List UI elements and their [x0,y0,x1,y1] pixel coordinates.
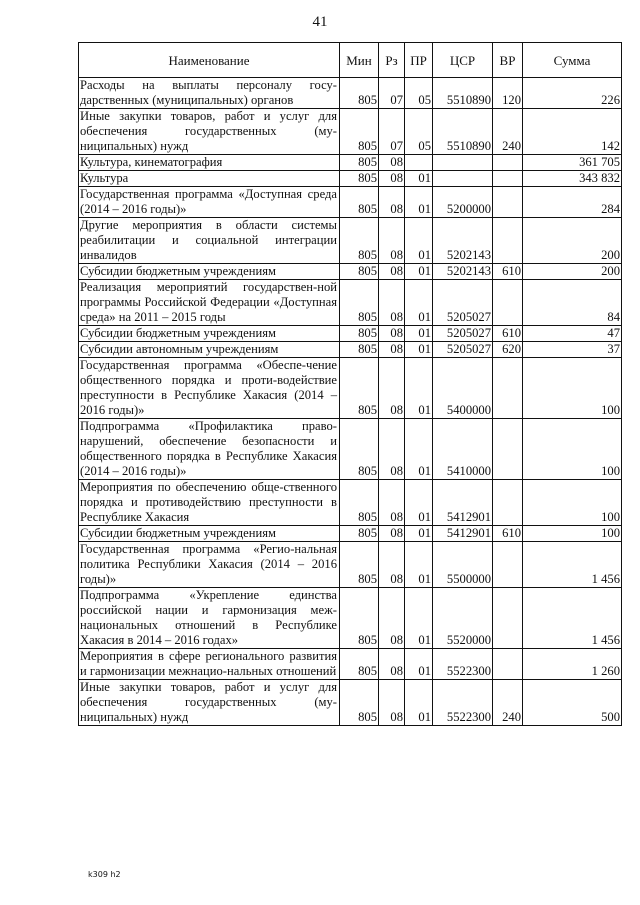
cell-csr: 5412901 [433,480,493,526]
cell-vr [493,187,523,218]
header-pr: ПР [405,43,433,78]
cell-rz: 08 [379,588,405,649]
cell-min: 805 [340,526,379,542]
cell-pr: 01 [405,326,433,342]
cell-min: 805 [340,155,379,171]
cell-pr: 01 [405,588,433,649]
cell-csr [433,171,493,187]
budget-table [78,42,622,726]
cell-min: 805 [340,480,379,526]
cell-csr: 5202143 [433,264,493,280]
cell-name: Подпрограмма «Профилактика право-нарушений, обеспечение безопасности и общественного порядка в Республике Хакасия (2014 – 2016 годы)» [79,419,340,480]
cell-sum: 84 [523,280,622,326]
cell-vr: 610 [493,326,523,342]
cell-vr [493,358,523,419]
cell-min: 805 [340,649,379,680]
cell-rz: 08 [379,680,405,726]
cell-name: Субсидии бюджетным учреждениям [79,326,340,342]
cell-name: Субсидии автономным учреждениям [79,342,340,358]
table-row [79,342,622,358]
cell-name: Субсидии бюджетным учреждениям [79,526,340,542]
header-name: Наименование [79,43,340,78]
cell-vr [493,649,523,680]
cell-rz: 08 [379,218,405,264]
cell-min: 805 [340,342,379,358]
table-row [79,588,622,649]
cell-vr [493,155,523,171]
cell-vr: 620 [493,342,523,358]
header-csr: ЦСР [433,43,493,78]
cell-name: Мероприятия по обеспечению обще-ственного порядка и противодействию преступности в Республике Хакасия [79,480,340,526]
table-row [79,326,622,342]
cell-rz: 08 [379,358,405,419]
cell-min: 805 [340,218,379,264]
cell-csr: 5522300 [433,680,493,726]
cell-pr: 01 [405,280,433,326]
table-row [79,526,622,542]
cell-min: 805 [340,326,379,342]
cell-pr: 01 [405,218,433,264]
cell-name: Реализация мероприятий государствен-ной программы Российской Федерации «Доступная среда» на 2011 – 2015 годы [79,280,340,326]
cell-name: Государственная программа «Регио-нальная политика Республики Хакасия (2014 – 2016 годы)» [79,542,340,588]
cell-pr: 05 [405,109,433,155]
cell-pr: 01 [405,419,433,480]
cell-sum: 284 [523,187,622,218]
table-row [79,542,622,588]
table-row [79,480,622,526]
cell-csr: 5522300 [433,649,493,680]
cell-pr: 01 [405,264,433,280]
table-row [79,358,622,419]
cell-pr: 01 [405,358,433,419]
cell-csr: 5410000 [433,419,493,480]
cell-name: Культура [79,171,340,187]
cell-vr: 240 [493,109,523,155]
table-body [79,78,622,726]
table-row [79,109,622,155]
cell-min: 805 [340,542,379,588]
cell-pr: 01 [405,342,433,358]
cell-name: Иные закупки товаров, работ и услуг для обеспечения государственных (му-ниципальных) нужд [79,109,340,155]
cell-rz: 08 [379,280,405,326]
cell-sum: 361 705 [523,155,622,171]
cell-rz: 08 [379,264,405,280]
cell-min: 805 [340,264,379,280]
cell-pr: 01 [405,680,433,726]
cell-min: 805 [340,419,379,480]
cell-rz: 08 [379,155,405,171]
cell-pr: 01 [405,526,433,542]
cell-pr: 01 [405,480,433,526]
table-row [79,78,622,109]
cell-rz: 08 [379,649,405,680]
cell-csr: 5412901 [433,526,493,542]
cell-min: 805 [340,358,379,419]
cell-vr [493,171,523,187]
cell-rz: 08 [379,526,405,542]
cell-csr: 5400000 [433,358,493,419]
table-row [79,218,622,264]
cell-csr: 5205027 [433,342,493,358]
table-header-row [79,43,622,78]
cell-min: 805 [340,680,379,726]
cell-sum: 1 260 [523,649,622,680]
table-row [79,649,622,680]
cell-sum: 343 832 [523,171,622,187]
header-vr: ВР [493,43,523,78]
cell-rz: 08 [379,187,405,218]
table-row [79,419,622,480]
cell-name: Иные закупки товаров, работ и услуг для обеспечения государственных (му-ниципальных) нужд [79,680,340,726]
cell-rz: 07 [379,78,405,109]
cell-name: Субсидии бюджетным учреждениям [79,264,340,280]
cell-sum: 200 [523,264,622,280]
table-row [79,280,622,326]
cell-vr [493,480,523,526]
cell-name: Другие мероприятия в области системы реабилитации и социальной интеграции инвалидов [79,218,340,264]
cell-pr: 05 [405,78,433,109]
cell-pr: 01 [405,187,433,218]
cell-pr: 01 [405,542,433,588]
footer-code: k309 h2 [88,870,121,879]
cell-sum: 100 [523,419,622,480]
cell-csr: 5510890 [433,109,493,155]
cell-rz: 08 [379,480,405,526]
header-rz: Рз [379,43,405,78]
cell-csr [433,155,493,171]
header-sum: Сумма [523,43,622,78]
cell-csr: 5520000 [433,588,493,649]
table-row [79,264,622,280]
cell-min: 805 [340,109,379,155]
cell-name: Расходы на выплаты персоналу госу-дарственных (муниципальных) органов [79,78,340,109]
table-row [79,155,622,171]
cell-vr: 240 [493,680,523,726]
cell-sum: 37 [523,342,622,358]
cell-vr [493,419,523,480]
cell-name: Мероприятия в сфере регионального развития и гармонизации межнацио-нальных отношений [79,649,340,680]
cell-vr [493,588,523,649]
cell-rz: 08 [379,326,405,342]
cell-rz: 08 [379,171,405,187]
cell-csr: 5205027 [433,326,493,342]
cell-sum: 200 [523,218,622,264]
header-min: Мин [340,43,379,78]
cell-vr: 610 [493,526,523,542]
cell-min: 805 [340,78,379,109]
table-row [79,187,622,218]
cell-sum: 142 [523,109,622,155]
page-number: 41 [312,14,328,30]
cell-min: 805 [340,280,379,326]
cell-vr: 120 [493,78,523,109]
cell-vr [493,280,523,326]
cell-pr: 01 [405,171,433,187]
cell-min: 805 [340,171,379,187]
cell-vr: 610 [493,264,523,280]
cell-vr [493,218,523,264]
table-row [79,171,622,187]
cell-name: Государственная программа «Доступная среда (2014 – 2016 годы)» [79,187,340,218]
cell-name: Государственная программа «Обеспе-чение общественного порядка и проти-водействие преступности в Республике Хакасия (2014 – 2016 годы)» [79,358,340,419]
cell-rz: 08 [379,542,405,588]
cell-sum: 226 [523,78,622,109]
cell-pr [405,155,433,171]
cell-sum: 500 [523,680,622,726]
cell-sum: 100 [523,480,622,526]
cell-csr: 5200000 [433,187,493,218]
cell-name: Культура, кинематография [79,155,340,171]
cell-sum: 1 456 [523,588,622,649]
cell-csr: 5500000 [433,542,493,588]
cell-sum: 47 [523,326,622,342]
cell-vr [493,542,523,588]
cell-sum: 100 [523,358,622,419]
cell-rz: 07 [379,109,405,155]
cell-rz: 08 [379,342,405,358]
cell-sum: 1 456 [523,542,622,588]
cell-csr: 5205027 [433,280,493,326]
cell-min: 805 [340,588,379,649]
cell-sum: 100 [523,526,622,542]
cell-csr: 5202143 [433,218,493,264]
table-row [79,680,622,726]
cell-rz: 08 [379,419,405,480]
cell-name: Подпрограмма «Укрепление единства российской нации и гармонизация меж-национальных отношений в Республике Хакасия в 2014 – 2016 годах» [79,588,340,649]
cell-pr: 01 [405,649,433,680]
cell-min: 805 [340,187,379,218]
cell-csr: 5510890 [433,78,493,109]
